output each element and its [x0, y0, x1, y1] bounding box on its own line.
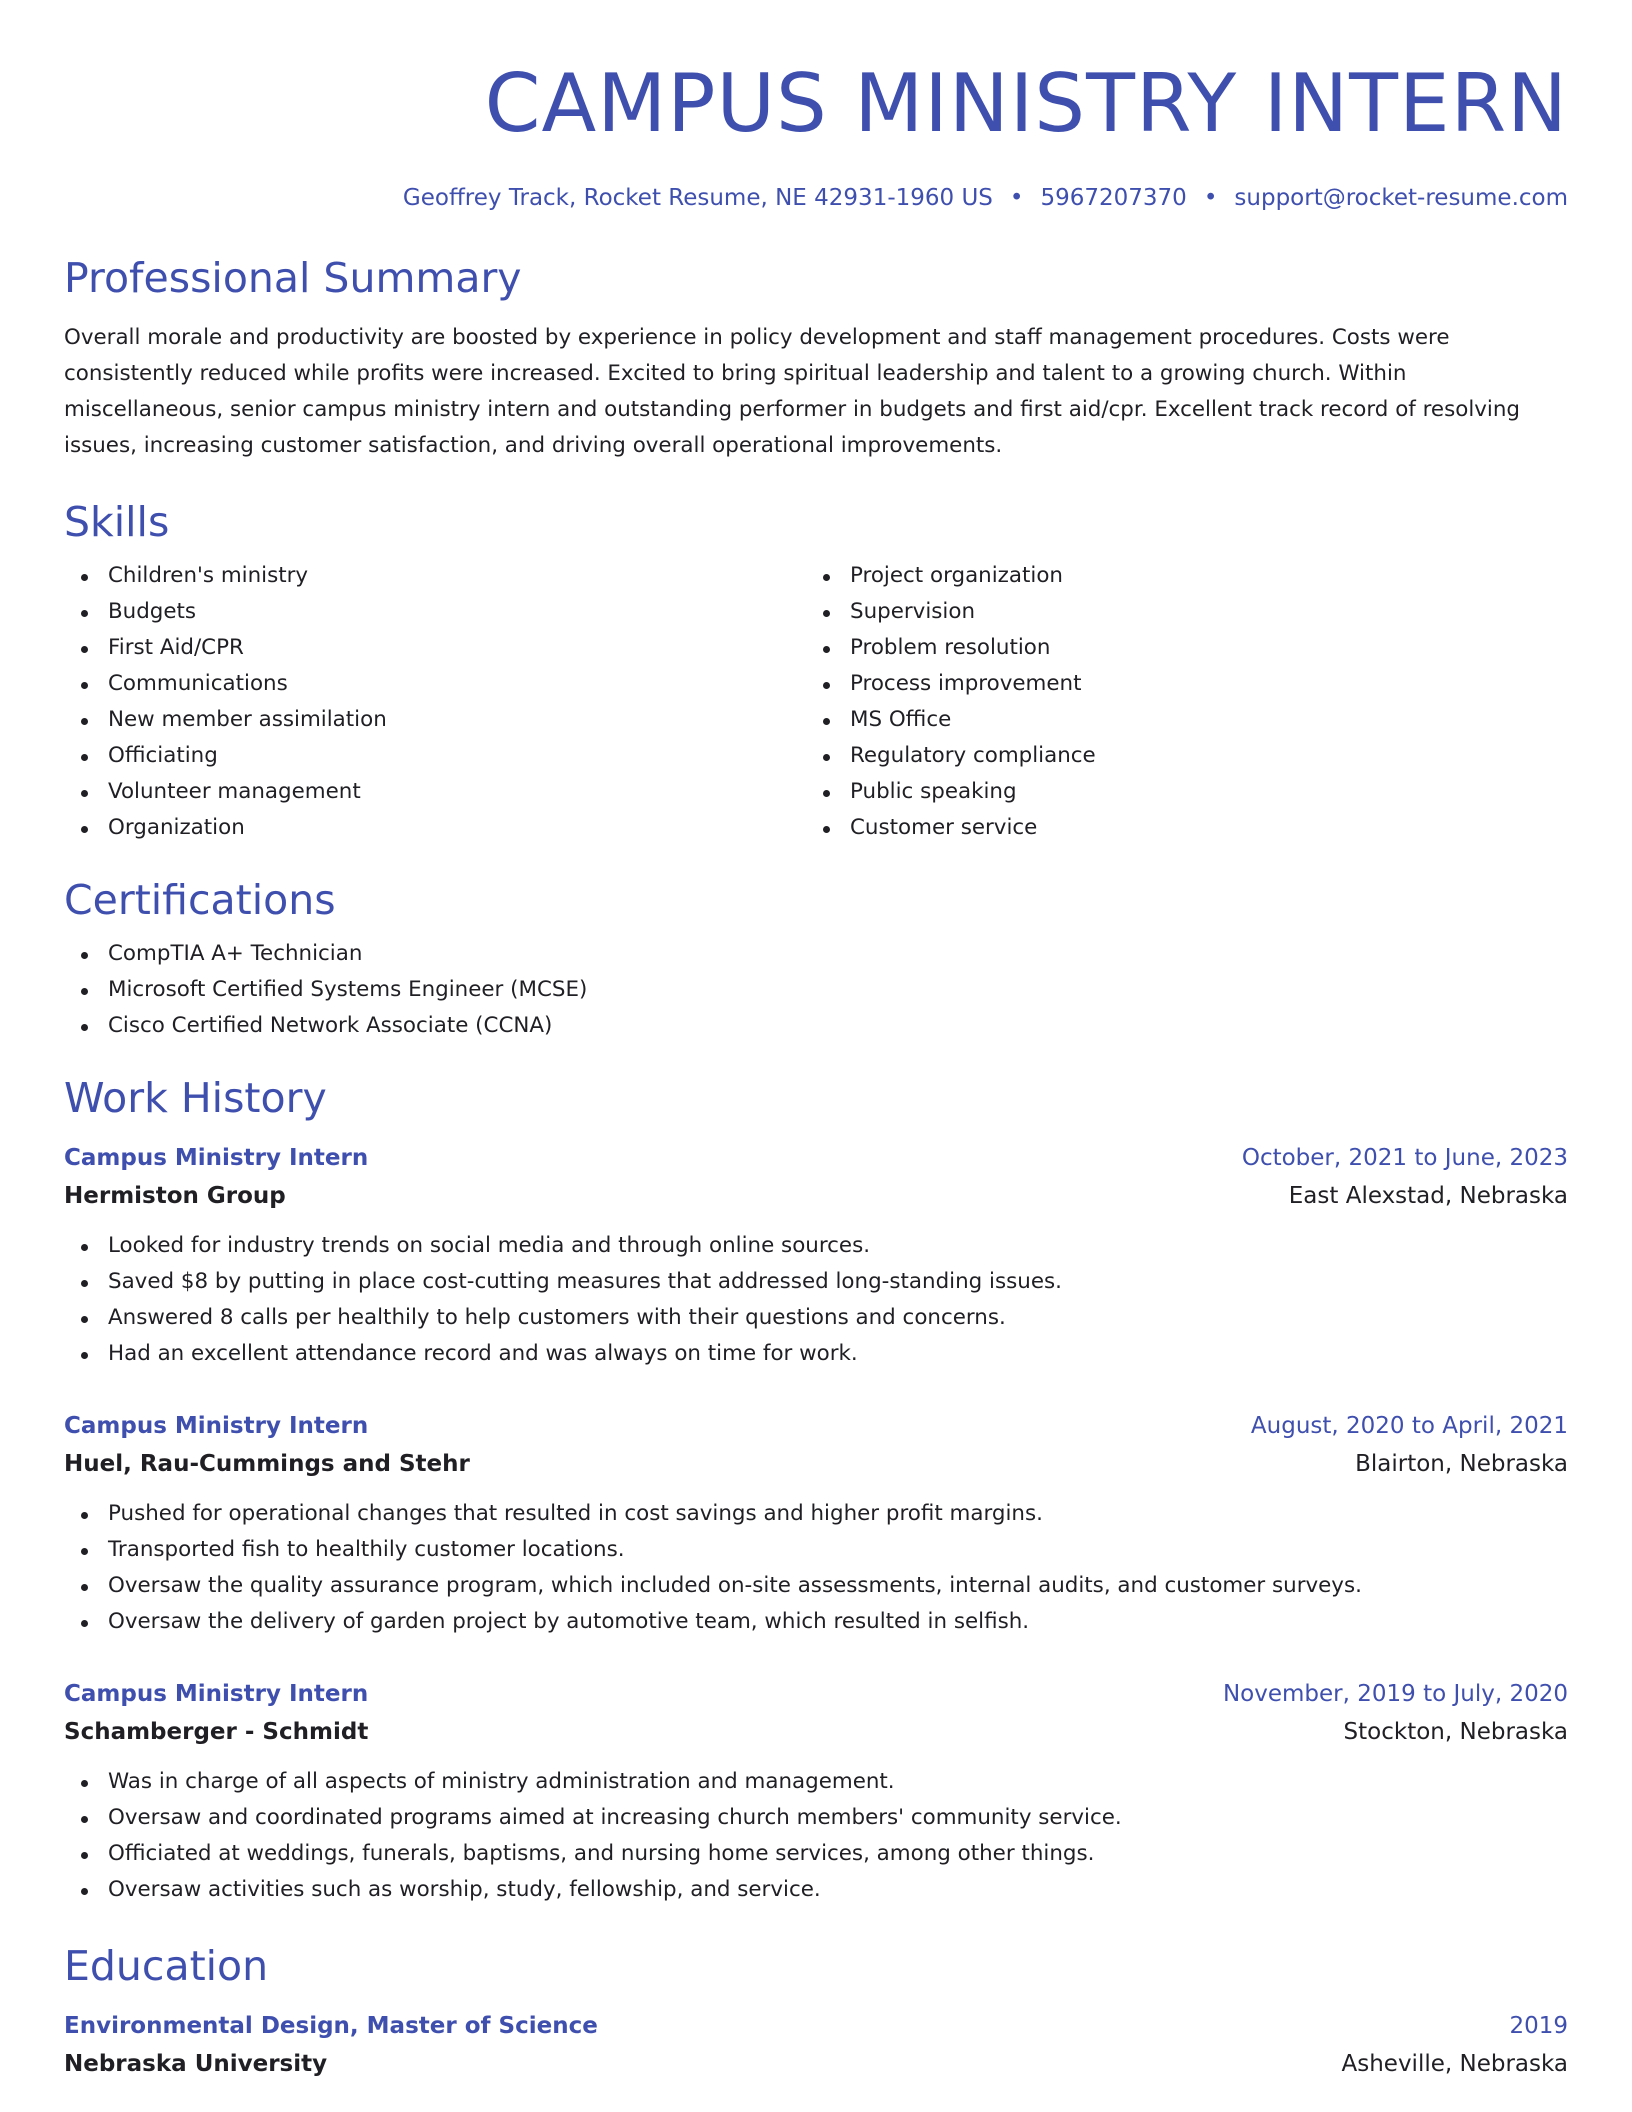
skill-item: Volunteer management — [64, 774, 806, 810]
job-bullets — [64, 1764, 1568, 1908]
contact-separator: • — [1203, 185, 1218, 211]
skill-item: Officiating — [64, 738, 806, 774]
skills-heading: Skills — [64, 498, 170, 546]
job-bullet: Saved $8 by putting in place cost-cutting measures that addressed long-standing issues. — [64, 1264, 1568, 1300]
job-company: Hermiston Group — [64, 1183, 286, 1209]
contact-email: support@rocket-resume.com — [1234, 185, 1568, 211]
job-bullet: Oversaw and coordinated programs aimed at increasing church members' community service. — [64, 1800, 1568, 1836]
contact-address: Geoffrey Track, Rocket Resume, NE 42931-1960 US — [402, 185, 993, 211]
resume-title: CAMPUS MINISTRY INTERN — [484, 57, 1568, 150]
education-heading: Education — [64, 1942, 269, 1990]
job-location: East Alexstad, Nebraska — [1288, 1183, 1568, 1209]
job-dates: August, 2020 to April, 2021 — [1250, 1413, 1568, 1439]
job-entry — [64, 1676, 1568, 1908]
work-history-heading: Work History — [64, 1074, 327, 1122]
job-title: Campus Ministry Intern — [64, 1145, 369, 1171]
job-bullet: Answered 8 calls per healthily to help customers with their questions and concerns. — [64, 1300, 1568, 1336]
certification-item: Microsoft Certified Systems Engineer (MCSE) — [64, 972, 1568, 1008]
education-degree: Environmental Design, Master of Science — [64, 2013, 598, 2039]
education-school-row — [64, 2044, 1568, 2084]
certification-item: CompTIA A+ Technician — [64, 936, 1568, 972]
skill-item: Public speaking — [806, 774, 1548, 810]
job-bullet: Was in charge of all aspects of ministry administration and management. — [64, 1764, 1568, 1800]
job-dates: November, 2019 to July, 2020 — [1222, 1681, 1568, 1707]
education-degree-row — [64, 2008, 1568, 2044]
skill-item: Regulatory compliance — [806, 738, 1548, 774]
job-title: Campus Ministry Intern — [64, 1681, 369, 1707]
education-entry — [64, 2008, 1568, 2084]
summary-text: Overall morale and productivity are boosted by experience in policy development and staff management procedures. Costs were consistently reduced while profits were increased. Excited to bring spiritual leadership and talent to a growing church. Within miscellaneous, senior campus ministry intern and outstanding performer in budgets and first aid/cpr. Excellent track record of resolving issues, increasing customer satisfaction, and driving overall operational improvements. — [64, 325, 1521, 458]
job-title: Campus Ministry Intern — [64, 1413, 369, 1439]
certification-item: Cisco Certified Network Associate (CCNA) — [64, 1008, 1568, 1044]
job-company: Huel, Rau-Cummings and Stehr — [64, 1451, 470, 1477]
job-location: Blairton, Nebraska — [1355, 1451, 1568, 1477]
job-bullet: Had an excellent attendance record and was always on time for work. — [64, 1336, 1568, 1372]
job-bullet: Officiated at weddings, funerals, baptisms, and nursing home services, among other things. — [64, 1836, 1568, 1872]
skill-item: Project organization — [806, 558, 1548, 594]
job-bullet: Transported fish to healthily customer locations. — [64, 1532, 1568, 1568]
skill-item: Budgets — [64, 594, 806, 630]
education-school: Nebraska University — [64, 2051, 328, 2077]
skills-list-left — [64, 558, 806, 846]
job-bullets — [64, 1228, 1568, 1372]
job-company-row — [64, 1176, 1568, 1216]
skills-columns — [64, 558, 1568, 846]
contact-line — [64, 180, 1568, 216]
job-bullet: Oversaw activities such as worship, study, fellowship, and service. — [64, 1872, 1568, 1908]
job-title-row — [64, 1140, 1568, 1176]
job-bullets — [64, 1496, 1568, 1640]
skill-item: MS Office — [806, 702, 1548, 738]
job-bullet: Oversaw the delivery of garden project by automotive team, which resulted in selfish. — [64, 1604, 1568, 1640]
job-entry — [64, 1408, 1568, 1640]
job-dates: October, 2021 to June, 2023 — [1241, 1145, 1568, 1171]
skill-item: New member assimilation — [64, 702, 806, 738]
skill-item: Problem resolution — [806, 630, 1548, 666]
job-location: Stockton, Nebraska — [1343, 1719, 1568, 1745]
contact-separator: • — [1009, 185, 1024, 211]
job-title-row — [64, 1676, 1568, 1712]
skill-item: Communications — [64, 666, 806, 702]
education-location: Asheville, Nebraska — [1341, 2051, 1568, 2077]
job-entry — [64, 1140, 1568, 1372]
resume-page — [64, 0, 1568, 2084]
job-bullet: Pushed for operational changes that resulted in cost savings and higher profit margins. — [64, 1496, 1568, 1532]
skill-item: Children's ministry — [64, 558, 806, 594]
certifications-heading: Certifications — [64, 876, 336, 924]
education-year: 2019 — [1509, 2013, 1568, 2039]
skills-list-right — [806, 558, 1548, 846]
job-company-row — [64, 1444, 1568, 1484]
job-title-row — [64, 1408, 1568, 1444]
job-bullet: Oversaw the quality assurance program, which included on-site assessments, internal audits, and customer surveys. — [64, 1568, 1568, 1604]
skill-item: First Aid/CPR — [64, 630, 806, 666]
summary-heading: Professional Summary — [64, 254, 522, 302]
skill-item: Organization — [64, 810, 806, 846]
job-company: Schamberger - Schmidt — [64, 1719, 369, 1745]
certifications-list — [64, 936, 1568, 1044]
contact-phone: 5967207370 — [1040, 185, 1187, 211]
job-company-row — [64, 1712, 1568, 1752]
skill-item: Process improvement — [806, 666, 1548, 702]
job-bullet: Looked for industry trends on social media and through online sources. — [64, 1228, 1568, 1264]
skill-item: Supervision — [806, 594, 1548, 630]
skill-item: Customer service — [806, 810, 1548, 846]
